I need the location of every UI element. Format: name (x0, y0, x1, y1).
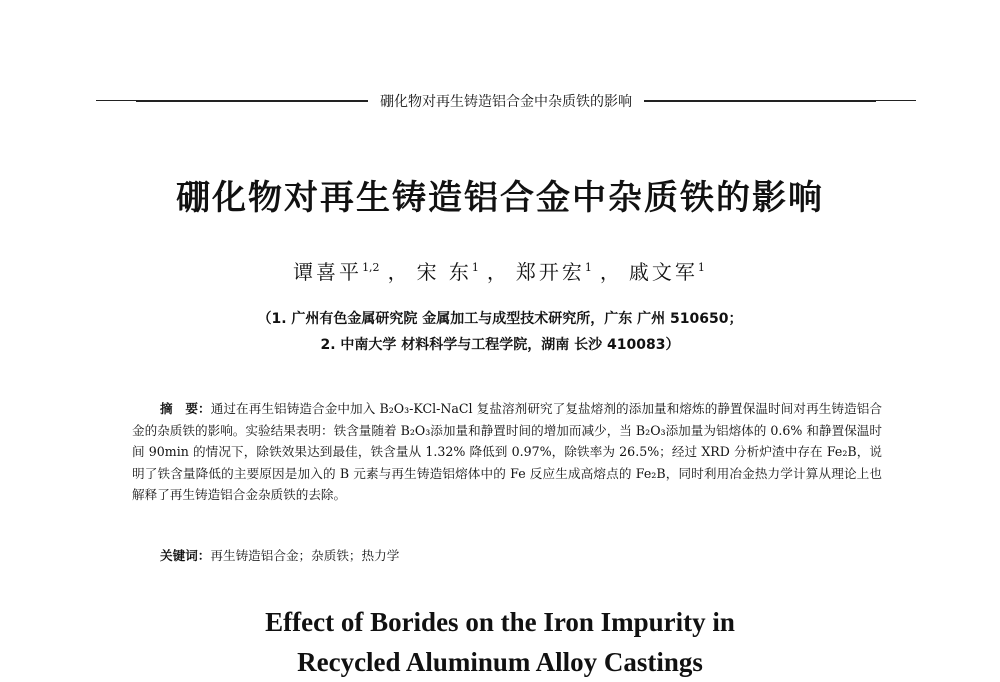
paper-title: 硼化物对再生铸造铝合金中杂质铁的影响 (176, 178, 824, 218)
keywords (160, 545, 399, 564)
keywords-label: 关键词： (160, 548, 211, 563)
abstract-label: 摘 要： (160, 401, 211, 416)
english-title-line: Effect of Borides on the Iron Impurity in (265, 607, 735, 637)
author-affiliation-mark: 1 (584, 261, 592, 275)
english-title (0, 602, 1000, 682)
header-rule-right (644, 88, 916, 114)
affiliation-line: 2. 中南大学 材料科学与工程学院，湖南 长沙 410083） (320, 337, 680, 353)
abstract-text: 通过在再生铝铸造合金中加入 B₂O₃-KCl-NaCl 复盐溶剂研究了复盐熔剂的添加量和熔炼的静置保温时间对再生铸造铝合金的杂质铁的影响。实验结果表明：铁含量随着 B₂O₃添加量和静置时间的增加而减少，当 B₂O₃添加量为铝熔体的 0.6% 和静置保温时间 90min 的情况下，除铁效果达到最佳，铁含量从 1.32% 降低到 0.97%，除铁率为 26.5%；经过 XRD 分析炉渣中存在 Fe₂B，说明了铁含量降低的主要原因是加入的 B 元素与再生铸造铝熔体中的 Fe 反应生成高熔点的 Fe₂B，同时利用冶金热力学计算从理论上也解释了再生铸造铝合金杂质铁的去除。 (132, 401, 883, 503)
author-separator: ， (599, 260, 623, 284)
english-title-line: Recycled Aluminum Alloy Castings (297, 647, 703, 677)
author-affiliation-mark: 1,2 (362, 261, 380, 275)
author-separator: ， (486, 260, 510, 284)
header-rule-left (96, 88, 368, 114)
author-name: 宋 东 (416, 260, 472, 284)
abstract (132, 398, 882, 506)
running-title: 硼化物对再生铸造铝合金中杂质铁的影响 (380, 94, 632, 110)
affiliation-line: （1. 广州有色金属研究院 金属加工与成型技术研究所，广东 广州 510650； (257, 311, 743, 327)
running-header (96, 88, 916, 114)
author-list (0, 256, 1000, 285)
author-affiliation-mark: 1 (697, 261, 705, 275)
author-separator: ， (387, 260, 411, 284)
keywords-text: 再生铸造铝合金；杂质铁；热力学 (210, 548, 400, 563)
author-name: 郑开宏 (515, 260, 585, 284)
author-name: 戚文军 (628, 260, 698, 284)
author-affiliation-mark: 1 (471, 261, 479, 275)
author-name: 谭喜平 (293, 260, 363, 284)
